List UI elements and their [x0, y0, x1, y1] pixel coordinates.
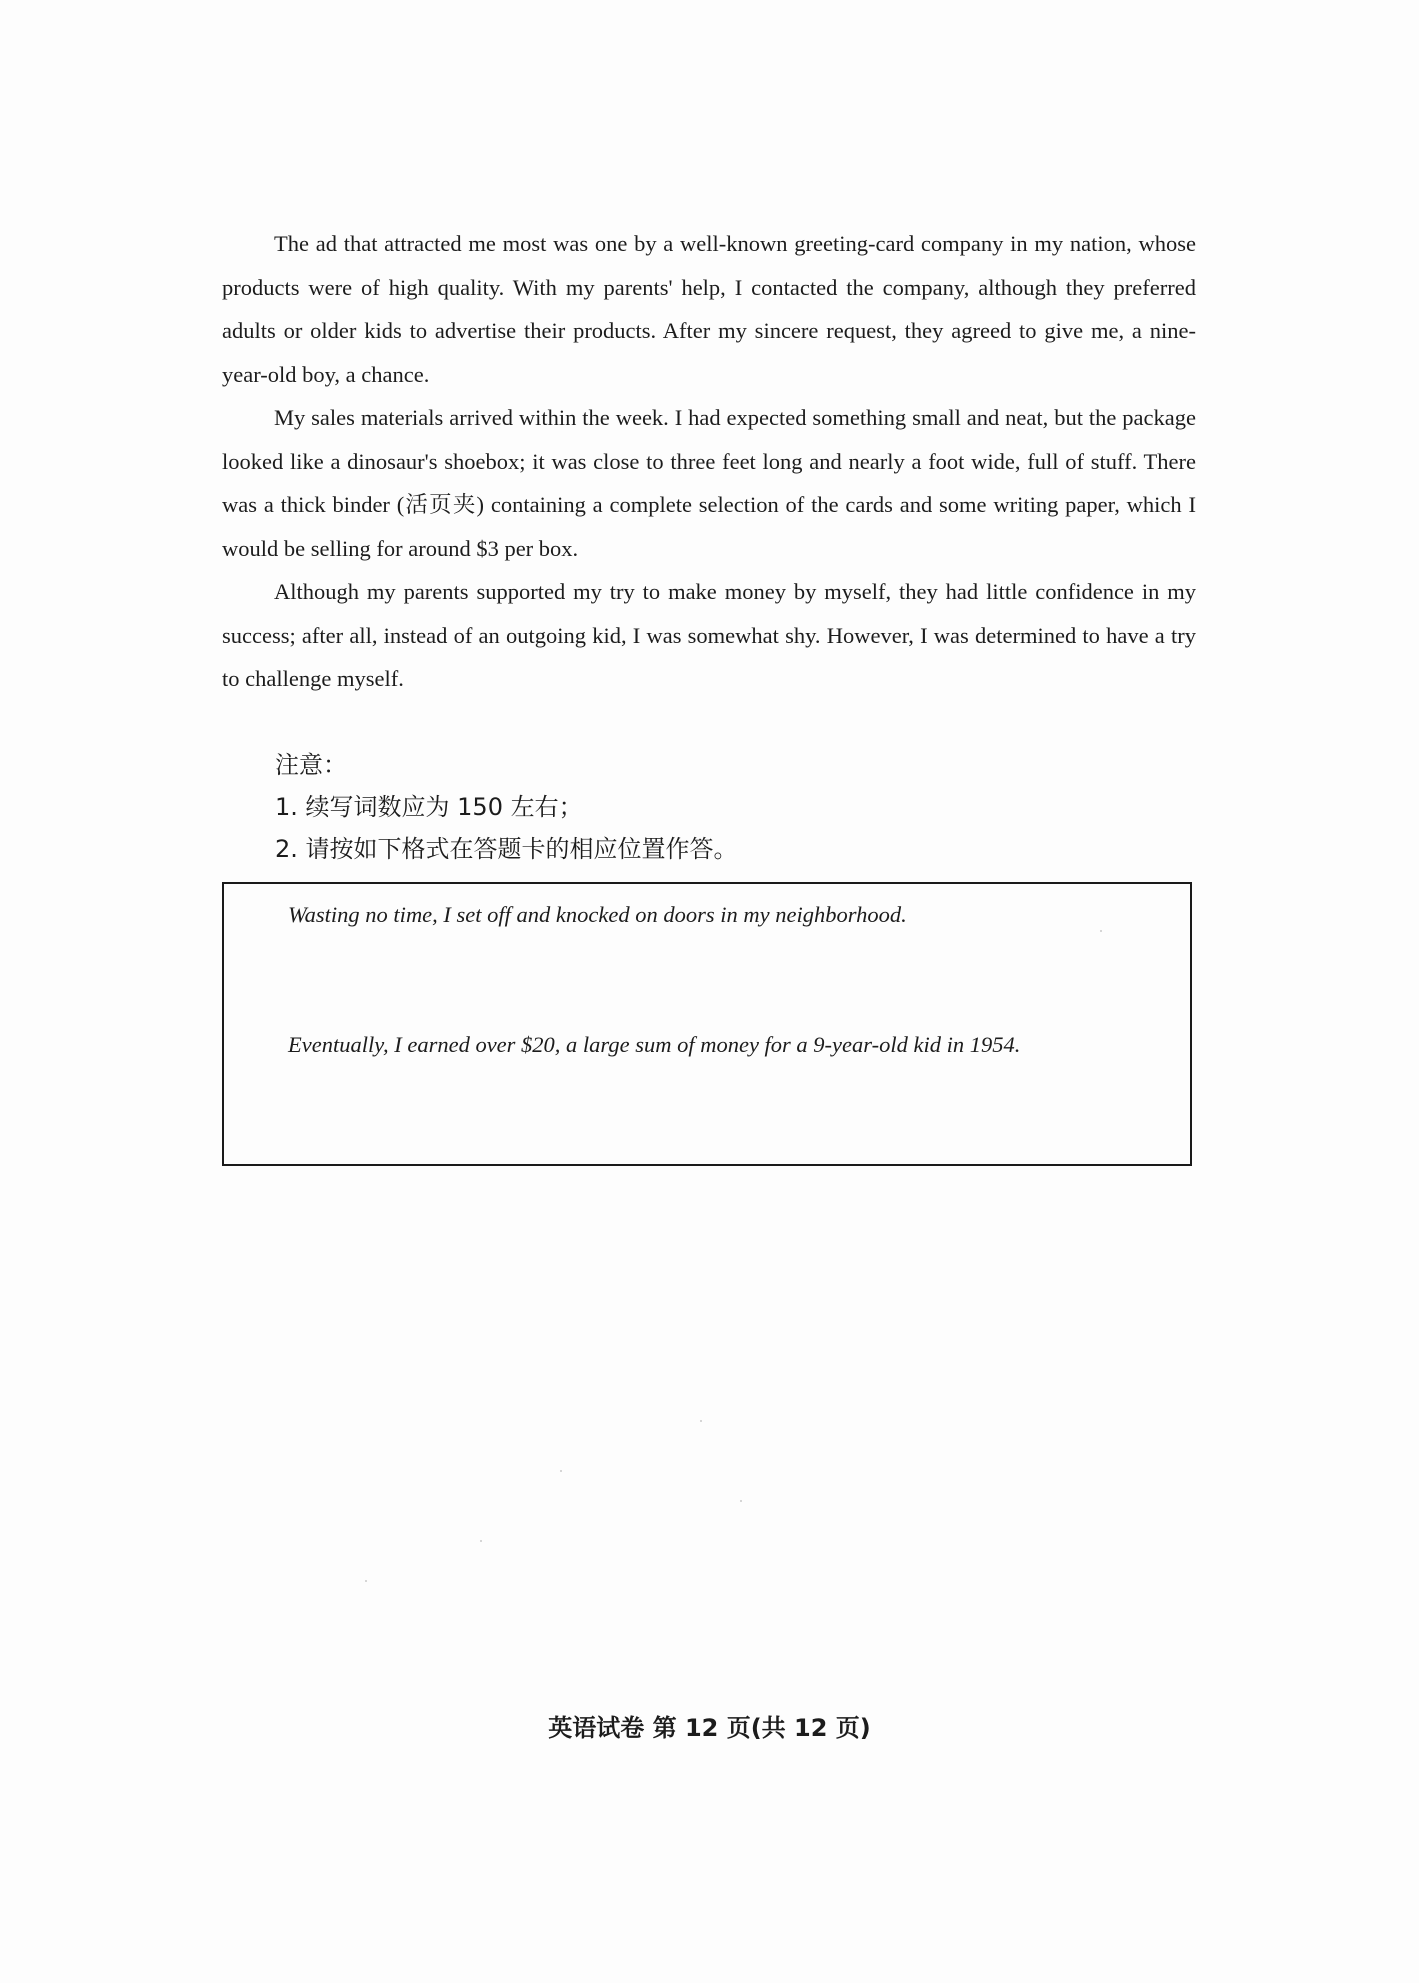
notes-section [275, 744, 1075, 870]
page-footer: 英语试卷 第 12 页(共 12 页) [548, 1714, 871, 1742]
notes-heading: 注意： [275, 751, 347, 779]
continuation-prompt-2: Eventually, I earned over $20, a large sum of money for a 9-year-old kid in 1954. [288, 1032, 1021, 1057]
scan-speck [365, 1580, 367, 1582]
passage-paragraph-3: Although my parents supported my try to make money by myself, they had little confidence in my success; after all, instead of an outgoing kid, I was somewhat shy. However, I was determined to have a try to challenge myself. [222, 579, 1196, 691]
reading-passage [222, 222, 1196, 701]
answer-format-box [222, 882, 1192, 1166]
passage-paragraph-2: My sales materials arrived within the week. I had expected something small and neat, but the package looked like a dinosaur's shoebox; it was close to three feet long and nearly a foot wide, full of stuff. There was a thick binder (活页夹) containing a complete selection of the cards and some writing paper, which I would be selling for around $3 per box. [222, 405, 1196, 561]
scan-speck [560, 1470, 562, 1472]
scan-speck [700, 1420, 702, 1422]
scan-speck [480, 1540, 482, 1542]
note-item-1: 1. 续写词数应为 150 左右； [275, 793, 583, 821]
note-item-2: 2. 请按如下格式在答题卡的相应位置作答。 [275, 835, 738, 863]
continuation-prompt-1: Wasting no time, I set off and knocked on doors in my neighborhood. [288, 902, 907, 927]
scan-speck [1100, 930, 1102, 932]
scan-speck [740, 1500, 742, 1502]
passage-paragraph-1: The ad that attracted me most was one by a well-known greeting-card company in my nation, whose products were of high quality. With my parents' help, I contacted the company, although they preferred adults or older kids to advertise their products. After my sincere request, they agreed to give me, a nine-year-old boy, a chance. [222, 231, 1196, 387]
